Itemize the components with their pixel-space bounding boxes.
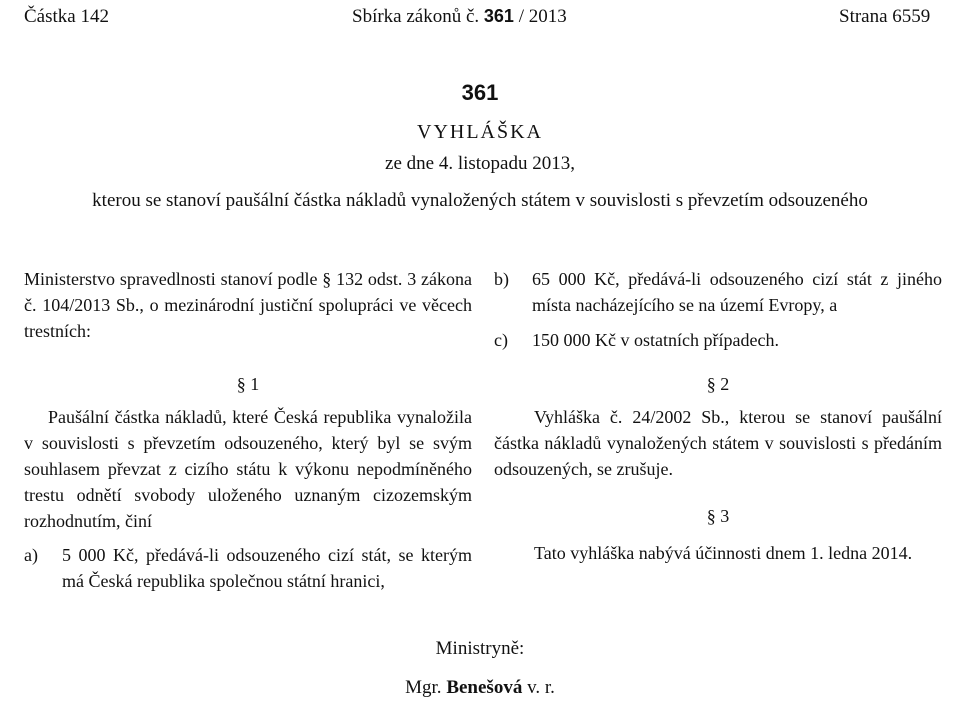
header-collection: [352, 6, 567, 28]
section-3-text: Tato vyhláška nabývá účinnosti dnem 1. ledna 2014.: [534, 543, 913, 563]
list-item-a: [24, 542, 472, 598]
section-2-text: Vyhláška č. 24/2002 Sb., kterou se stanoví paušální částka nákladů vynaložených státem v souvislosti s předáním odsouzených, se zrušuje.: [494, 407, 942, 479]
section-1-text: Paušální částka nákladů, které Česká republika vynaložila v souvislosti s převzetím odsouzeného, který byl se svým souhlasem převzat z cizího státu k výkonu nepodmíněného trestu odnětí svobody uloženého uznaným cizozemským rozhodnutím, činí: [24, 407, 472, 531]
header-page-number: Strana 6559: [839, 6, 931, 27]
signature-title: Mgr.: [405, 677, 442, 698]
regulation-subject: kterou se stanoví paušální částka nákladů vynaložených státem v souvislosti s převzetím odsouzeného: [92, 190, 868, 211]
list-item-c: [494, 327, 942, 355]
regulation-number: 361: [461, 80, 499, 105]
list-item-b-text: 65 000 Kč, předává-li odsouzeného cizí stát z jiného místa nacházejícího se na území Evropy, a: [532, 269, 942, 315]
section-2-heading: § 2: [706, 374, 730, 394]
intro-paragraph: Ministerstvo spravedlnosti stanoví podle § 132 odst. 3 zákona č. 104/2013 Sb., o mezinárodní justiční spolupráci ve věcech trestních:: [24, 269, 472, 341]
signature-role: Ministryně:: [435, 638, 525, 659]
header-part-number: Částka 142: [24, 6, 109, 27]
signature-name: Benešová: [446, 677, 523, 698]
header-collection-number: 361: [483, 6, 514, 26]
list-item-c-label: c): [494, 330, 508, 350]
list-item-a-text: 5 000 Kč, předává-li odsouzeného cizí stát, se kterým má Česká republika společnou státní hranici,: [62, 545, 472, 591]
list-item-a-label: a): [24, 545, 38, 565]
regulation-date: ze dne 4. listopadu 2013,: [385, 153, 575, 174]
list-item-b: [494, 266, 942, 322]
list-item-b-label: b): [494, 269, 509, 289]
section-3-heading: § 3: [706, 506, 730, 526]
regulation-type: VYHLÁŠKA: [417, 121, 543, 143]
header-collection-year: / 2013: [518, 6, 567, 27]
header-collection-prefix: Sbírka zákonů č.: [352, 6, 480, 27]
signature-suffix: v. r.: [527, 677, 555, 698]
section-1-heading: § 1: [236, 374, 260, 394]
list-item-c-text: 150 000 Kč v ostatních případech.: [532, 330, 779, 350]
signature-line: [0, 677, 960, 699]
